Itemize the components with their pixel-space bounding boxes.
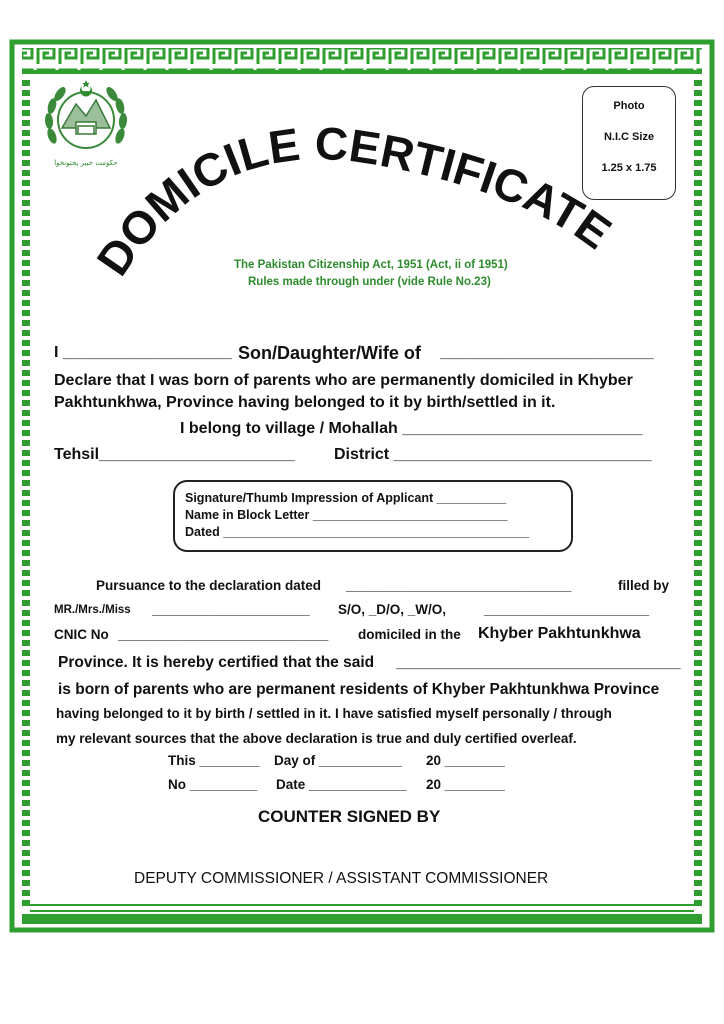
province-name: Khyber Pakhtunkhwa [478,625,641,642]
domiciled-label: domiciled in the [358,627,461,642]
relation-name-blank: ______________________ [484,602,650,617]
relation-label: Son/Daughter/Wife of [238,343,421,363]
number-blank: No _________ [168,777,258,792]
relation-options: S/O, _D/O, _W/O, [338,602,447,617]
certified-name-blank: _________________________________ [396,654,681,671]
applicant-name-blank: _____________________ [152,602,310,617]
certified-label: Province. It is hereby certified that the said [58,654,375,671]
certificate-title [0,0,724,360]
village-line: I belong to village / Mohallah ___________________________ [180,420,643,437]
cnic-blank: ____________________________ [118,627,329,642]
act-line-1: The Pakistan Citizenship Act, 1951 (Act, ii of 1951) [234,259,508,271]
certification-line-7: my relevant sources that the above declaration is true and duly certified overleaf. [56,731,577,746]
pursuance-label: Pursuance to the declaration dated [96,578,322,593]
photo-size-label: N.I.C Size [603,131,655,143]
declaration-date-line: ______________________________ [346,578,572,593]
photo-dimensions-label: 1.25 x 1.75 [601,162,657,174]
title-text: DOMICILE CERTIFICATE [86,116,621,285]
applicant-name-line: I ___________________ [54,344,232,361]
declaration-line-2: Declare that I was born of parents who are permanently domiciled in Khyber [54,372,633,389]
counter-signed-heading: COUNTER SIGNED BY [258,807,441,826]
filled-by-label: filled by [618,578,670,593]
emblem-caption: حکومت خیبر پختونخوا [54,159,118,167]
parent-name-line: ________________________ [440,344,654,361]
this-day-blank: This ________ [168,753,260,768]
block-letter-name-line: Name in Block Letter ____________________________ [185,508,508,522]
title-label: MR./Mrs./Miss [54,604,131,616]
certification-line-6: having belonged to it by birth / settled in it. I have satisfied myself personally / through [56,706,612,721]
signature-box [173,480,573,552]
act-line-2: Rules made through under (vide Rule No.23) [248,276,491,288]
declaration-line-3: Pakhtunkhwa, Province having belonged to it by birth/settled in it. [54,394,556,411]
district-line: District _____________________________ [334,446,652,463]
year-blank-2: 20 ________ [426,777,505,792]
year-blank-1: 20 ________ [426,753,505,768]
date-blank: Date _____________ [276,777,407,792]
commissioner-label: DEPUTY COMMISSIONER / ASSISTANT COMMISSIONER [134,870,549,887]
signature-line: Signature/Thumb Impression of Applicant __________ [185,491,507,505]
tehsil-line: Tehsil______________________ [54,446,295,463]
photo-label: Photo [613,100,645,112]
dated-line: Dated ____________________________________________ [185,525,530,539]
day-of-blank: Day of ___________ [274,753,402,768]
certification-line-5: is born of parents who are permanent residents of Khyber Pakhtunkhwa Province [58,681,660,698]
cnic-label: CNIC No [54,627,109,642]
